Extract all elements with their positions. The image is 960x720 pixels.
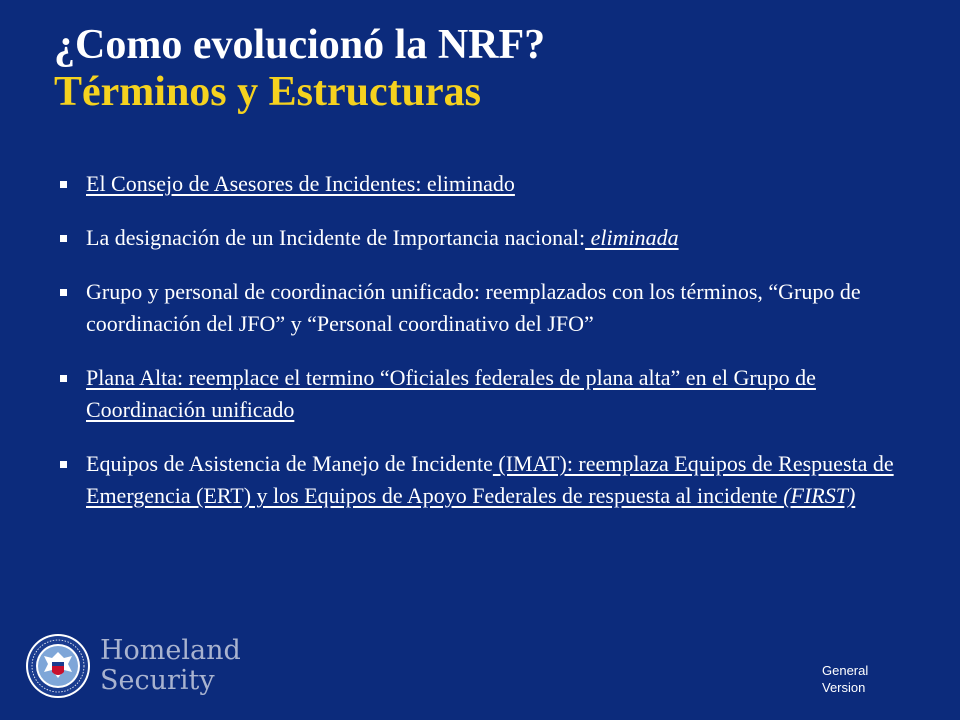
bullet-text-emphasis: eliminada [585,225,679,250]
logo-line-1: Homeland [100,635,241,666]
square-bullet-icon [60,375,67,382]
square-bullet-icon [60,461,67,468]
logo-wordmark [100,636,241,696]
logo-line-2: Security [100,665,215,696]
square-bullet-icon [60,181,67,188]
bullet-text: Plana Alta: reemplace el termino “Oficiales federales de plana alta” en el Grupo de Coordinación unificado [86,365,816,422]
bullet-text: Equipos de Asistencia de Manejo de Incidente [86,451,493,476]
slide-title [54,22,934,116]
bullet-text-emphasis: (FIRST) [783,483,856,508]
square-bullet-icon [60,235,67,242]
bullet-item [60,276,920,340]
title-line-2: Términos y Estructuras [54,69,481,115]
bullet-item [60,222,920,254]
bullet-item [60,168,920,200]
version-line-2: Version [822,680,866,695]
dhs-seal-icon [24,632,92,700]
bullet-text: El Consejo de Asesores de Incidentes: eliminado [86,171,515,196]
bullet-text: La designación de un Incidente de Importancia nacional: [86,225,586,250]
bullet-item [60,448,920,512]
bullet-list [60,168,920,534]
square-bullet-icon [60,289,67,296]
dhs-logo [24,632,254,702]
title-line-1: ¿Como evolucionó la NRF? [54,22,546,68]
bullet-item [60,362,920,426]
version-line-1: General [822,663,869,678]
bullet-text: Grupo y personal de coordinación unificado: reemplazados con los términos, “Grupo de coordinación del JFO” y “Personal coordinativo del JFO” [86,279,861,336]
version-label [822,662,882,696]
bullet-text-underlined: (IMAT): reemplaza Equipos de Respuesta de Emergencia (ERT) y los Equipos de Apoyo Federales de respuesta al incidente [86,451,894,508]
